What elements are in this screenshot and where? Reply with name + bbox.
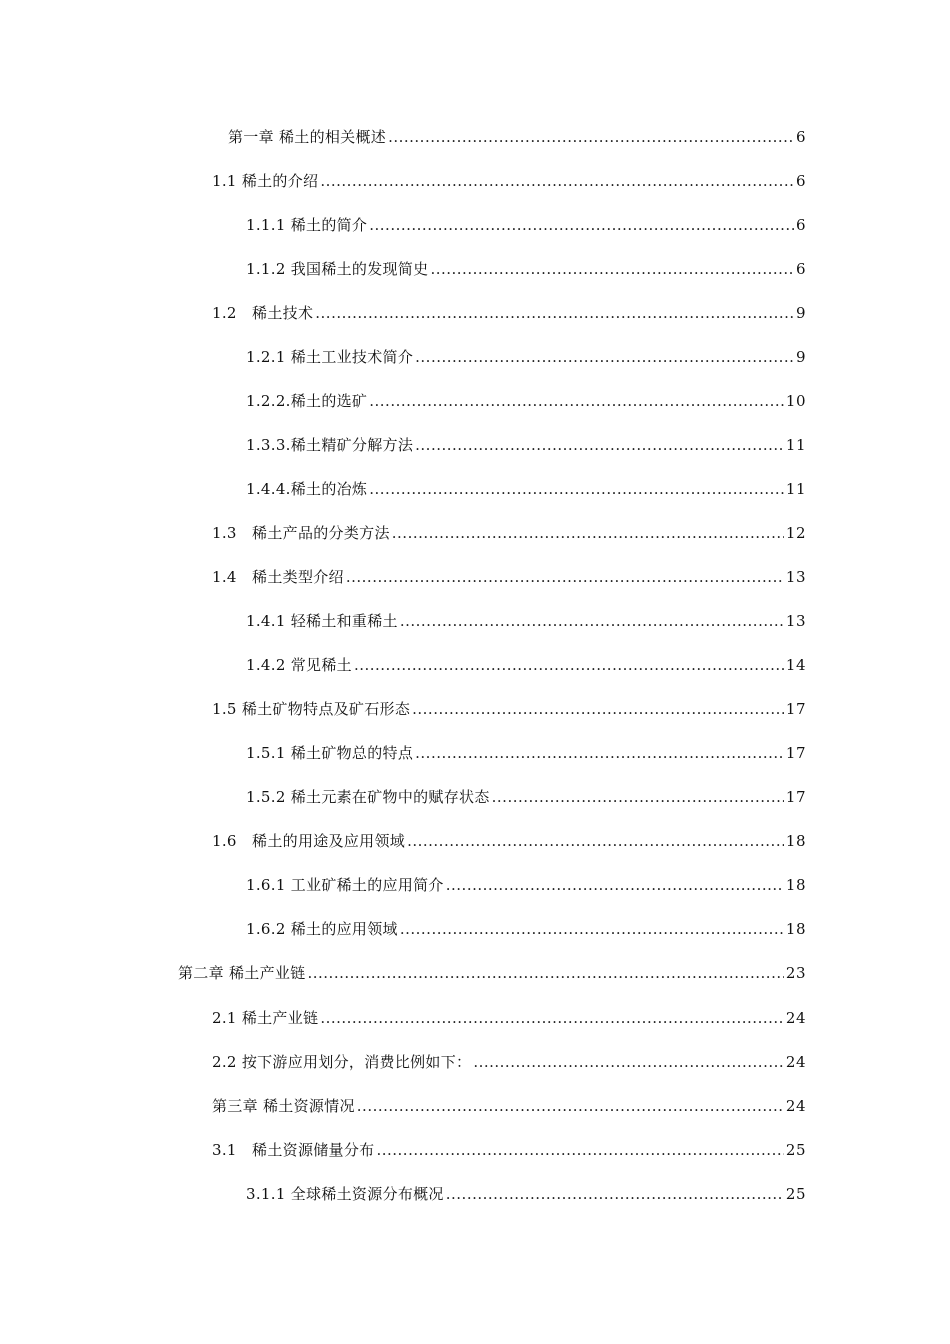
toc-entry-title: 1.6.1 工业矿稀土的应用简介 [246, 876, 444, 894]
toc-dot-leader [400, 609, 784, 633]
toc-entry[interactable] [212, 1138, 806, 1162]
toc-entry-title: 1.2 稀土技术 [212, 304, 314, 322]
toc-entry-page-number: 6 [795, 260, 806, 278]
toc-entry-page-number: 9 [795, 304, 806, 322]
toc-entry[interactable] [212, 697, 806, 721]
toc-dot-leader [430, 257, 794, 281]
toc-entry-title: 1.4.1 轻稀土和重稀土 [246, 612, 398, 630]
toc-entry[interactable] [246, 785, 806, 809]
toc-dot-leader [346, 565, 784, 589]
toc-entry-title: 1.6 稀土的用途及应用领域 [212, 832, 406, 850]
toc-entry[interactable] [246, 917, 806, 941]
toc-entry[interactable] [246, 873, 806, 897]
toc-entry-page-number: 17 [785, 744, 806, 762]
toc-entry-page-number: 10 [785, 392, 806, 410]
toc-entry[interactable] [246, 1182, 806, 1206]
toc-entry-page-number: 12 [785, 524, 806, 542]
toc-entry-title: 1.1.2 我国稀土的发现简史 [246, 260, 429, 278]
toc-dot-leader [446, 1182, 784, 1206]
toc-entry[interactable] [212, 1006, 806, 1030]
toc-entry[interactable] [246, 609, 806, 633]
toc-dot-leader [369, 477, 784, 501]
toc-entry[interactable] [246, 653, 806, 677]
toc-dot-leader [315, 301, 794, 325]
toc-entry-page-number: 6 [795, 216, 806, 234]
toc-entry-page-number: 18 [785, 920, 806, 938]
toc-entry-page-number: 11 [785, 480, 806, 498]
toc-entry[interactable] [178, 961, 806, 985]
toc-dot-leader [392, 521, 784, 545]
toc-entry-page-number: 24 [785, 1053, 806, 1071]
toc-entry[interactable] [212, 829, 806, 853]
toc-entry[interactable] [246, 345, 806, 369]
toc-dot-leader [320, 169, 794, 193]
toc-entry-page-number: 6 [795, 128, 806, 146]
toc-entry-page-number: 14 [785, 656, 806, 674]
toc-entry-title: 1.2.1 稀土工业技术简介 [246, 348, 414, 366]
toc-entry-page-number: 25 [785, 1141, 806, 1159]
toc-entry[interactable] [212, 301, 806, 325]
toc-entry-page-number: 17 [785, 788, 806, 806]
toc-entry[interactable] [246, 477, 806, 501]
toc-entry-title: 1.1 稀土的介绍 [212, 172, 319, 190]
toc-entry-page-number: 11 [785, 436, 806, 454]
toc-entry-title: 2.2 按下游应用划分，消费比例如下： [212, 1053, 472, 1071]
toc-dot-leader [415, 345, 794, 369]
toc-entry[interactable] [212, 521, 806, 545]
toc-entry-page-number: 9 [795, 348, 806, 366]
toc-entry-title: 第二章 稀土产业链 [178, 964, 306, 982]
toc-dot-leader [369, 389, 784, 413]
toc-entry-title: 第一章 稀土的相关概述 [228, 128, 387, 146]
toc-entry-title: 3.1 稀土资源储量分布 [212, 1141, 375, 1159]
toc-dot-leader [415, 433, 784, 457]
toc-entry-page-number: 24 [785, 1097, 806, 1115]
toc-dot-leader [307, 961, 783, 985]
toc-entry-title: 1.5 稀土矿物特点及矿石形态 [212, 700, 411, 718]
toc-entry-title: 1.3 稀土产品的分类方法 [212, 524, 390, 542]
toc-entry[interactable] [228, 125, 806, 149]
toc-dot-leader [400, 917, 784, 941]
toc-entry[interactable] [212, 565, 806, 589]
toc-dot-leader [415, 741, 784, 765]
toc-entry[interactable] [246, 257, 806, 281]
toc-entry-page-number: 13 [785, 612, 806, 630]
toc-entry-page-number: 17 [785, 700, 806, 718]
toc-dot-leader [407, 829, 784, 853]
toc-dot-leader [473, 1050, 784, 1074]
toc-dot-leader [320, 1006, 784, 1030]
toc-entry[interactable] [212, 1094, 806, 1118]
toc-dot-leader [369, 213, 794, 237]
toc-dot-leader [354, 653, 784, 677]
toc-entry-page-number: 18 [785, 876, 806, 894]
toc-entry-title: 1.6.2 稀土的应用领域 [246, 920, 398, 938]
toc-entry-title: 1.4 稀土类型介绍 [212, 568, 344, 586]
toc-dot-leader [357, 1094, 784, 1118]
toc-entry-page-number: 24 [785, 1009, 806, 1027]
toc-entry[interactable] [246, 741, 806, 765]
toc-dot-leader [388, 125, 794, 149]
toc-entry-page-number: 13 [785, 568, 806, 586]
toc-entry-page-number: 18 [785, 832, 806, 850]
toc-entry-title: 3.1.1 全球稀土资源分布概况 [246, 1185, 444, 1203]
toc-dot-leader [446, 873, 784, 897]
toc-entry[interactable] [246, 213, 806, 237]
toc-entry-title: 1.5.1 稀土矿物总的特点 [246, 744, 414, 762]
toc-entry-title: 1.4.4.稀土的冶炼 [246, 480, 368, 498]
toc-entry-title: 第三章 稀土资源情况 [212, 1097, 355, 1115]
toc-dot-leader [412, 697, 784, 721]
toc-dot-leader [492, 785, 784, 809]
toc-entry-title: 1.2.2.稀土的选矿 [246, 392, 368, 410]
toc-entry[interactable] [212, 169, 806, 193]
toc-entry-title: 1.1.1 稀土的简介 [246, 216, 368, 234]
toc-entry[interactable] [246, 433, 806, 457]
toc-entry-title: 1.4.2 常见稀土 [246, 656, 352, 674]
toc-entry-page-number: 25 [785, 1185, 806, 1203]
toc-entry-page-number: 6 [795, 172, 806, 190]
toc-entry-title: 1.5.2 稀土元素在矿物中的赋存状态 [246, 788, 490, 806]
toc-entry[interactable] [212, 1050, 806, 1074]
toc-entry-page-number: 23 [785, 964, 806, 982]
toc-entry[interactable] [246, 389, 806, 413]
toc-dot-leader [376, 1138, 783, 1162]
toc-entry-title: 2.1 稀土产业链 [212, 1009, 319, 1027]
toc-entry-title: 1.3.3.稀土精矿分解方法 [246, 436, 414, 454]
